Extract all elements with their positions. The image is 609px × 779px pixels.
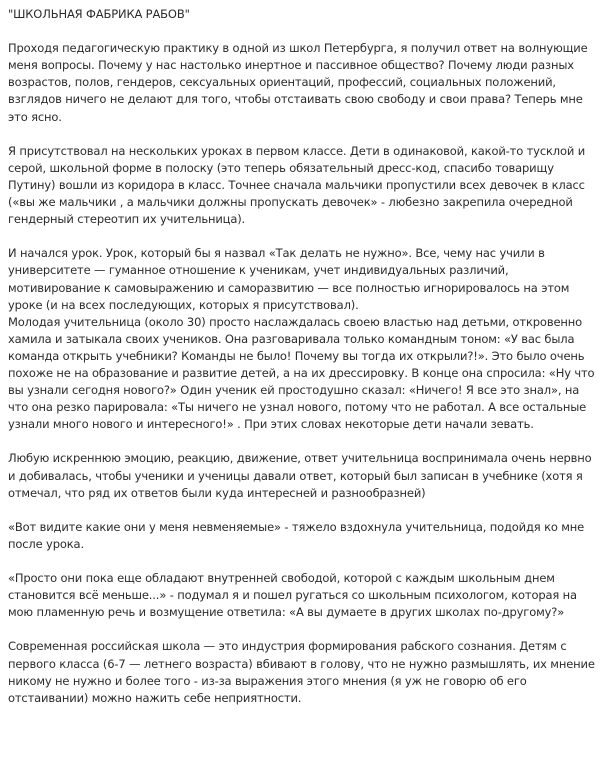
paragraph-psychologist: «Просто они пока еще обладают внутренней свободой, которой с каждым школьным днем становится всё меньше...» - подумал я и пошел ругаться со школьным психологом, которая на мою пламенную речь и возмущение ответила: «А вы думаете в других школах по-другому?» bbox=[8, 571, 577, 620]
article bbox=[8, 6, 600, 724]
paragraph-intro: Проходя педагогическую практику в одной из школ Петербурга, я получил ответ на волнующие меня вопросы. Почему у нас настолько инертное и пассивное общество? Почему люди разных возрастов, полов, гендеров, сексуальных ориентаций, профессий, социальных положений, взглядов ничего не делают для того, чтобы отстаивать свою свободу и свои права? Теперь мне это ясно. bbox=[8, 41, 588, 124]
paragraph-lesson-start: И начался урок. Урок, который бы я назвал «Так делать не нужно». Все, чему нас учили в университете — гуманное отношение к ученикам, учет индивидуальных различий, мотивирование к самовыражению и саморазвитию — все полностью игнорировалось на этом уроке (и на всех последующих, которых я присутствовал). bbox=[8, 246, 570, 312]
paragraph-first-class: Я присутствовал на нескольких уроках в первом классе. Дети в одинаковой, какой-то тусклой и серой, школьной форме в полоску (это теперь обязательный дресс-код, спасибо товарищу Путину) вошли из коридора в класс. Точнее сначала мальчики пропустили всех девочек в класс («вы же мальчики , а мальчики должны пропускать девочек» - любезно закрепила очередной гендерный стереотип их учительница). bbox=[8, 143, 586, 227]
paragraph-teacher: Молодая учительница (около 30) просто наслаждалась своею властью над детьми, откровенно хамила и затыкала своих учеников. Она разговаривала только командным тоном: «У вас была команда открыть учебники? Команды не было! Почему вы тогда их открыли?!». Это было очень похоже не на образование и развитие детей, а на их дрессировку. В конце она спросила: «Ну что вы узнали сегодня нового?» Один ученик ей простодушно сказал: «Ничего! Я все это знал», на что она резко парировала: «Ты ничего не узнал нового, потому что не работал. А все остальные узнали много нового и интересного!» . При этих словах некоторые дети начали зевать. bbox=[8, 314, 595, 432]
article-title: "ШКОЛЬНАЯ ФАБРИКА РАБОВ" bbox=[8, 7, 190, 21]
paragraph-reactions: Любую искреннюю эмоцию, реакцию, движение, ответ учительница воспринимала очень нервно и добивалась, чтобы ученики и ученицы давали ответ, который был записан в учебнике (хотя я отмечал, что ряд их ответов были куда интересней и разнообразней) bbox=[8, 451, 592, 500]
paragraph-conclusion: Современная российская школа — это индустрия формирования рабского сознания. Детям с первого класса (6-7 — летнего возраста) вбивают в голову, что не нужно размышлять, их мнение никому не нужно и более того - из-за выражения этого мнения (я уж не говорю об его отстаивании) можно нажить себе неприятности. bbox=[8, 639, 595, 705]
paragraph-quote-teacher: «Вот видите какие они у меня невменяемые» - тяжело вздохнула учительница, подойдя ко мне после урока. bbox=[8, 519, 585, 551]
